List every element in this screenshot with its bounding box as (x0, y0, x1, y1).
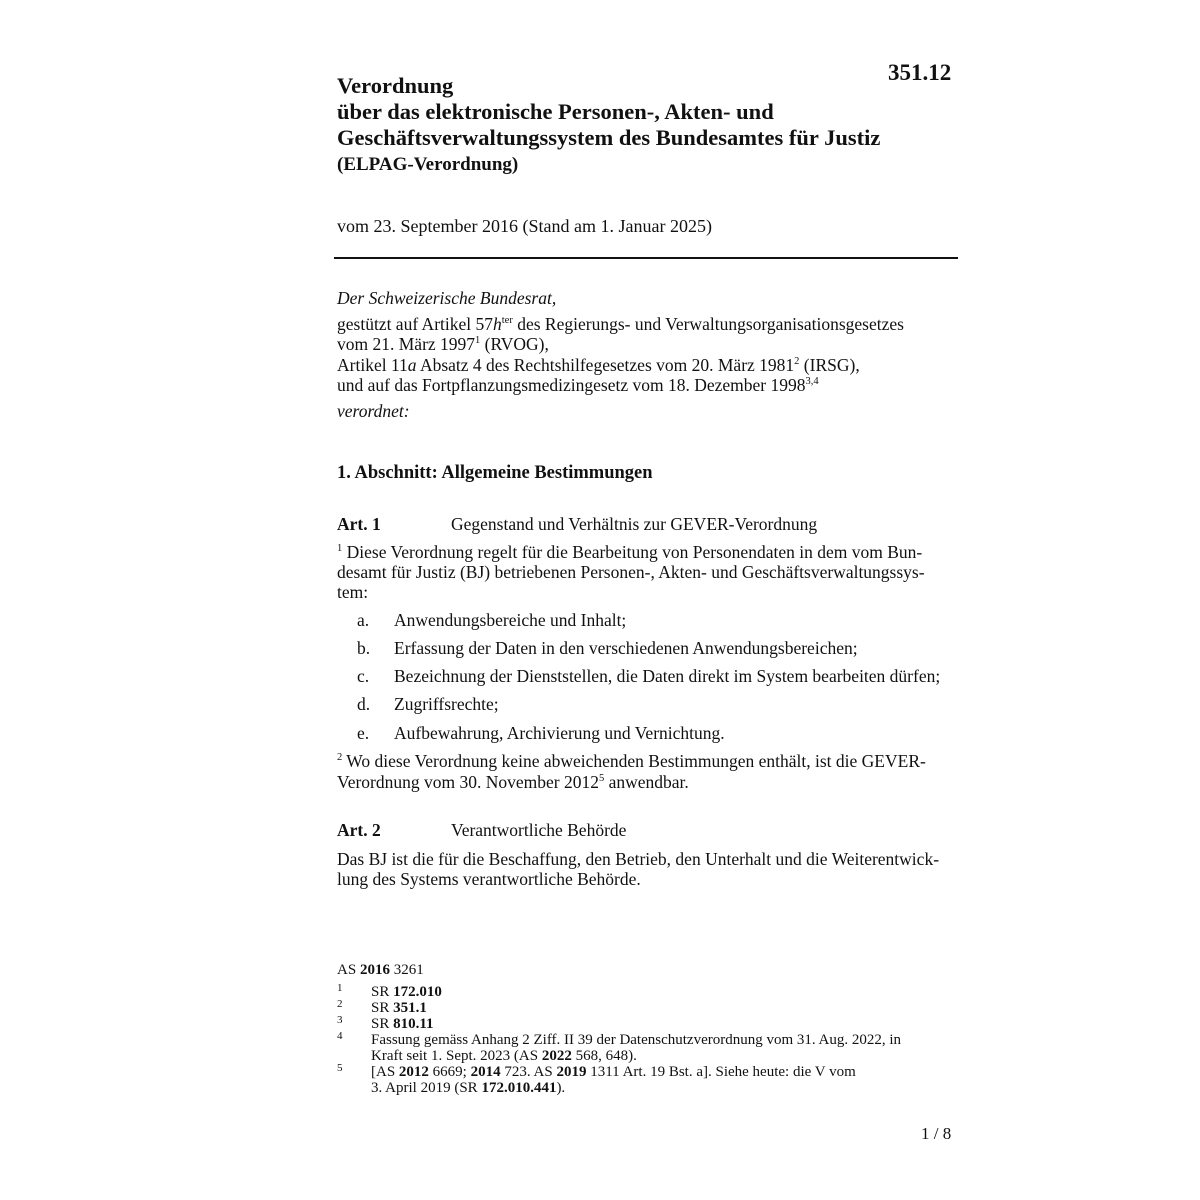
list-item-letter: b. (357, 638, 371, 658)
short-title: (ELPAG-Verordnung) (337, 154, 519, 175)
list-item-letter: c. (357, 666, 370, 686)
footnote: Fassung gemäss Anhang 2 Ziff. II 39 der Datenschutzverordnung vom 31. Aug. 2022, in (371, 1032, 902, 1048)
article-number: Art. 2 (337, 820, 381, 840)
footnote: SR 172.010 (371, 984, 442, 1000)
paragraph-line: desamt für Justiz (BJ) betriebenen Personen-, Akten- und Geschäftsverwaltungssys- (337, 562, 925, 582)
article-number: Art. 1 (337, 514, 381, 534)
footnote-number: 5 (337, 1062, 343, 1074)
paragraph-line: Das BJ ist die für die Beschaffung, den Betrieb, den Unterhalt und die Weiterentwick- (337, 849, 940, 869)
list-item: Aufbewahrung, Archivierung und Vernichtung. (394, 723, 725, 743)
list-item: Erfassung der Daten in den verschiedenen Anwendungsbereichen; (394, 638, 858, 658)
title-line: über das elektronische Personen-, Akten- und (337, 99, 774, 124)
paragraph-line: Verordnung vom 30. November 2012$^5$ anwendbar. (337, 772, 689, 792)
footnote-number: 3 (337, 1014, 343, 1026)
footnote-ref[interactable]: 2 (794, 356, 800, 368)
section-heading: 1. Abschnitt: Allgemeine Bestimmungen (337, 463, 653, 483)
paragraph-line: tem: (337, 582, 369, 602)
title-line: Geschäftsverwaltungssystem des Bundesamtes für Justiz (337, 125, 881, 150)
preamble-authority: Der Schweizerische Bundesrat, (337, 288, 557, 308)
footnote: 3. April 2019 (SR 172.010.441). (371, 1080, 566, 1096)
footnote: SR 351.1 (371, 1000, 427, 1016)
footnote-number: 4 (337, 1030, 343, 1042)
preamble-line: gestützt auf Artikel $57h^{ter}$ des Regierungs- und Verwaltungsorganisationsgesetzes (337, 314, 904, 334)
document-title (337, 73, 880, 151)
title-line: Verordnung (337, 73, 454, 98)
preamble-line: vom 21. März 1997$^1$ (RVOG), (337, 334, 549, 354)
article-title: Verantwortliche Behörde (451, 820, 627, 840)
paragraph-number: 2 (337, 752, 343, 764)
article-title: Gegenstand und Verhältnis zur GEVER-Verordnung (451, 514, 818, 534)
list-item: Anwendungsbereiche und Inhalt; (394, 610, 627, 630)
footnote-ref[interactable]: 5 (598, 773, 605, 785)
list-item-letter: e. (357, 723, 370, 743)
list-item: Bezeichnung der Dienststellen, die Daten direkt im System bearbeiten dürfen; (394, 666, 941, 686)
footnote: Kraft seit 1. Sept. 2023 (AS 2022 568, 648). (371, 1048, 637, 1064)
preamble-line: und auf das Fortpflanzungsmedizingesetz vom 18. Dezember 1998$^{3,4}$ (337, 375, 819, 395)
footnote-number: 1 (337, 982, 343, 994)
sr-number: 351.12 (888, 60, 952, 85)
list-item-letter: d. (357, 694, 371, 714)
footnote-ref[interactable]: 3,4 (805, 376, 819, 388)
paragraph-line: $^1$ Diese Verordnung regelt für die Bearbeitung von Personendaten in dem vom Bun- (337, 542, 923, 562)
list-item: Zugriffsrechte; (394, 694, 499, 714)
footnote: [AS 2012 6669; 2014 723. AS 2019 1311 Art. 19 Bst. a]. Siehe heute: die V vom (371, 1064, 856, 1080)
footnote: SR 810.11 (371, 1016, 434, 1032)
date-line: vom 23. September 2016 (Stand am 1. Januar 2025) (337, 216, 712, 236)
list-item-letter: a. (357, 610, 370, 630)
preamble-line: Artikel 11a Absatz 4 des Rechtshilfegesetzes vom 20. März 1981$^2$ (IRSG), (337, 355, 860, 375)
title-divider (334, 257, 958, 259)
as-reference: AS 2016 3261 (337, 962, 424, 978)
preamble-verb: verordnet: (337, 401, 410, 421)
paragraph-line: $^2$ Wo diese Verordnung keine abweichenden Bestimmungen enthält, ist die GEVER- (337, 751, 926, 771)
paragraph-number: 1 (337, 543, 343, 555)
paragraph-line: lung des Systems verantwortliche Behörde. (337, 869, 641, 889)
page-number: 1 / 8 (921, 1124, 952, 1143)
footnote-number: 2 (337, 998, 343, 1010)
footnote-ref[interactable]: 1 (475, 335, 481, 347)
